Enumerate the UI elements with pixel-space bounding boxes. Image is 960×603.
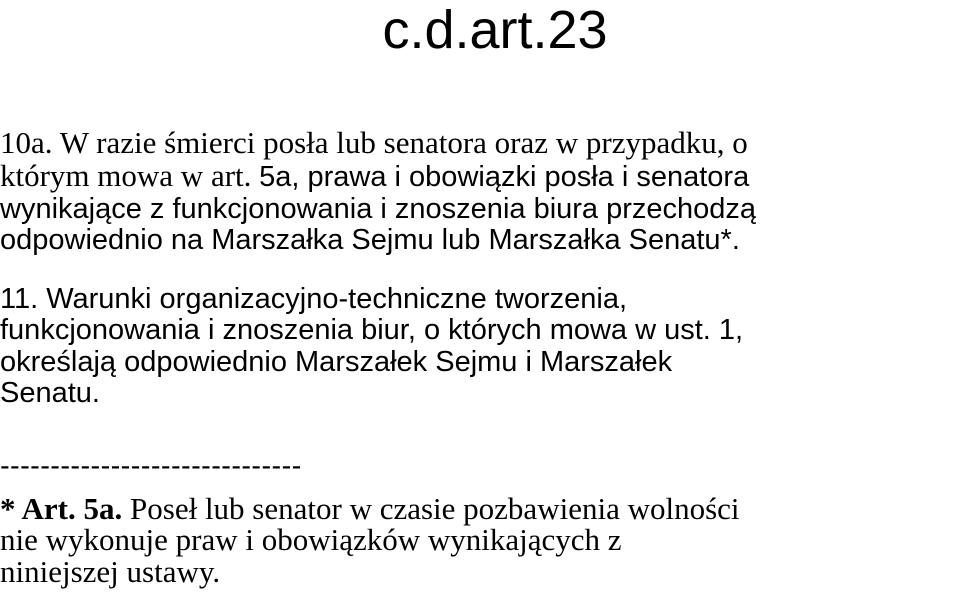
footnote-line-3: niniejszej ustawy. [0,553,221,589]
paragraph-11-line-1: 11. Warunki organizacyjno-techniczne tworzenia, [0,283,628,315]
footnote [0,493,960,587]
footnote-article-ref: * Art. 5a. [0,491,123,526]
paragraph-10a [0,127,960,256]
paragraph-10a-line-3: wynikające z funkcjonowania i znoszenia biura przechodzą [0,192,757,225]
paragraph-11 [0,284,960,409]
paragraph-10a-line-4: odpowiednio na Marszałka Sejmu lub Marszałka Senatu*. [0,223,740,256]
footnote-line-1-text: Poseł lub senator w czasie pozbawienia wolności [122,491,740,526]
page-title: c.d.art.23 [382,0,608,60]
paragraph-10a-line-2-sans: 5a, prawa i obowiązki posła i senatora [259,161,750,194]
paragraph-11-line-4: Senatu. [0,376,100,409]
paragraph-11-line-3: określają odpowiednio Marszałek Sejmu i Marszałek [0,345,673,378]
paragraph-10a-line-2-serif: którym mowa w art. [0,158,260,194]
paragraph-10a-line-1-text: 10a. W razie śmierci posła lub senatora oraz w przypadku, o [0,125,748,160]
footnote-line-2: nie wykonuje praw i obowiązków wynikających z [0,522,622,558]
paragraph-11-line-2: funkcjonowania i znoszenia biur, o których mowa w ust. 1, [0,314,744,347]
paragraph-10a-line-2 [0,158,960,194]
paragraph-10a-line-1 [0,125,960,160]
footnote-line-1 [0,491,960,526]
footnote-divider: ------------------------------ [0,450,302,482]
